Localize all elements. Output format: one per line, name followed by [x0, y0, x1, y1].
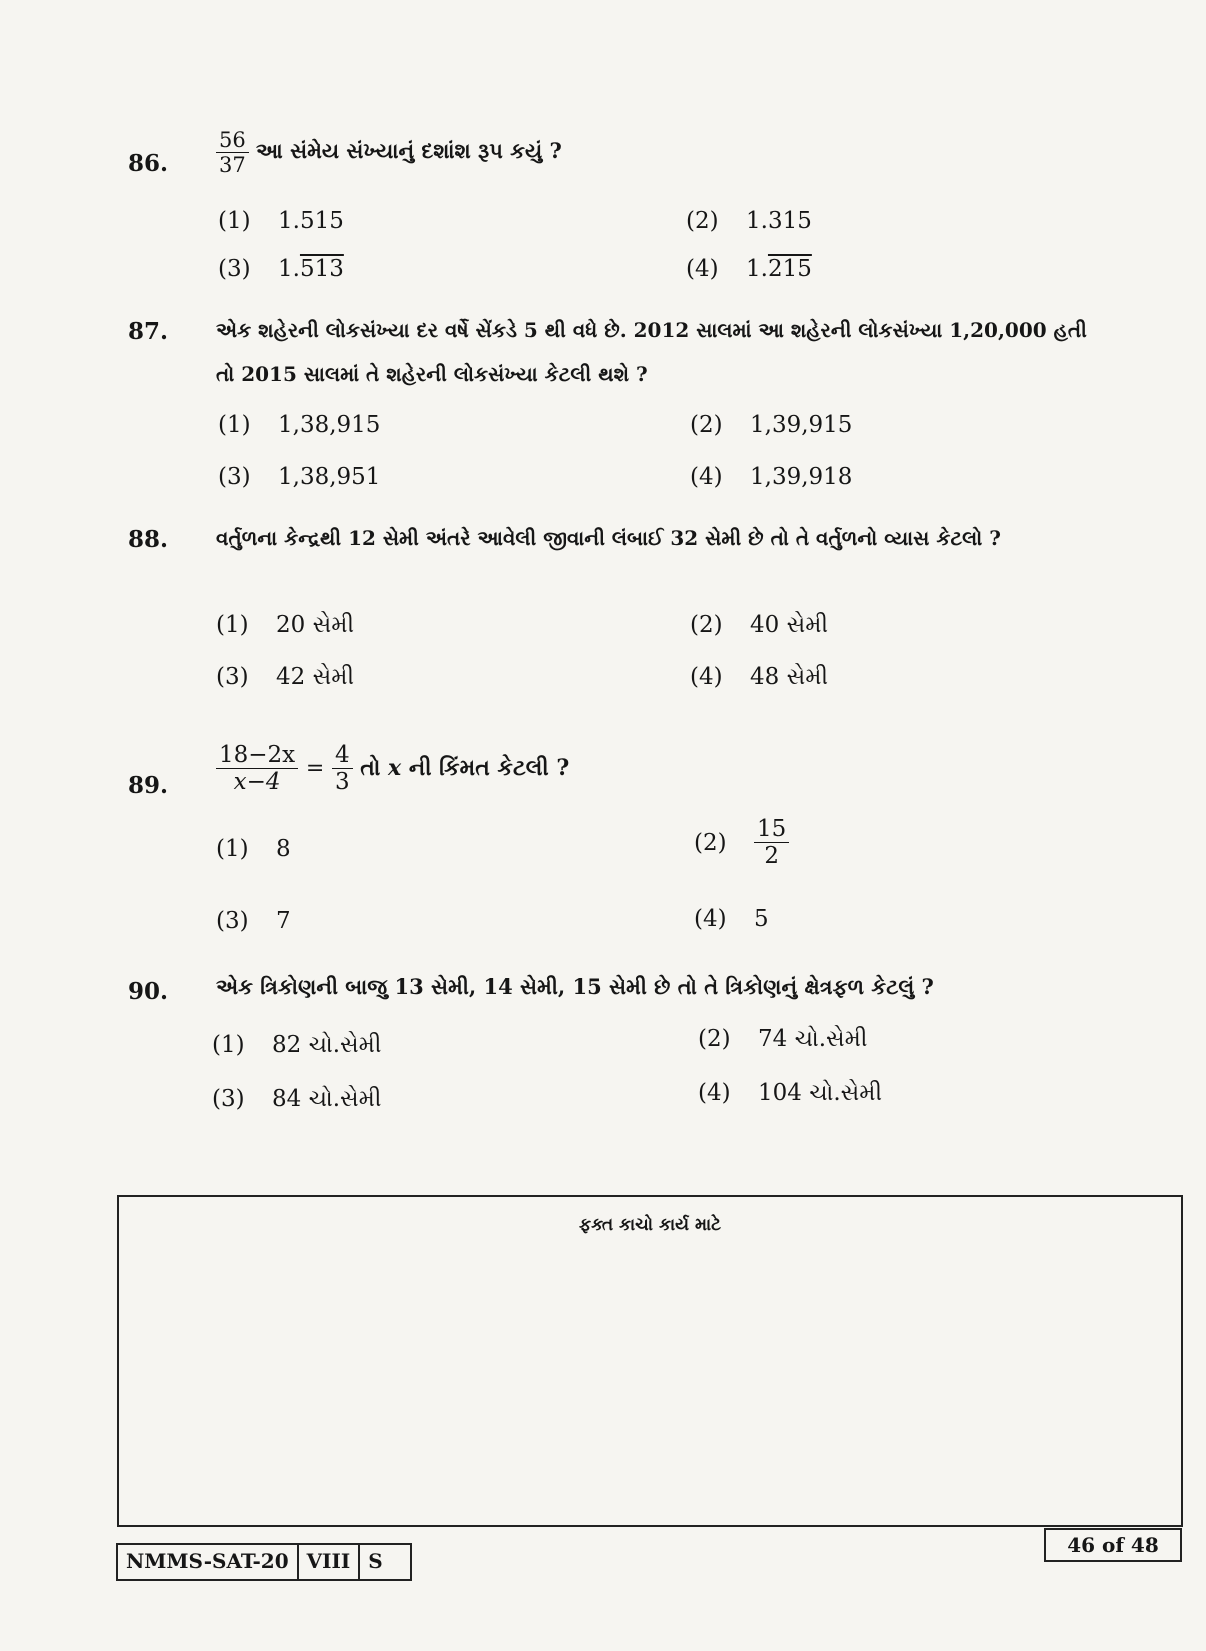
- question-number: 86.: [128, 150, 169, 177]
- option-3[interactable]: (3) 1,38,951: [218, 464, 381, 490]
- question-text-line-2: તો 2015 સાલમાં તે શહેરની લોકસંખ્યા કેટલી થશે ?: [216, 362, 648, 386]
- option-4[interactable]: (4) 48 સેમી: [690, 664, 829, 690]
- option-2[interactable]: (2) 1.315: [686, 208, 812, 234]
- option-4[interactable]: (4) 104 ચો.સેમી: [698, 1080, 883, 1106]
- question-number: 87.: [128, 318, 169, 345]
- question-text: વર્તુળના કેન્દ્રથી 12 સેમી અંતરે આવેલી જીવાની લંબાઈ 32 સેમી છે તો તે વર્તુળનો વ્યાસ કેટલો ?: [216, 526, 1001, 550]
- option-3[interactable]: (3) 42 સેમી: [216, 664, 355, 690]
- option-4[interactable]: (4) 1.215: [686, 256, 812, 282]
- repeating-digits: 513: [299, 256, 344, 282]
- paper-code-box: [116, 1543, 412, 1581]
- option-1[interactable]: (1) 1,38,915: [218, 412, 381, 438]
- option-4[interactable]: (4) 1,39,918: [690, 464, 853, 490]
- question-text: એક ત્રિકોણની બાજુ 13 સેમી, 14 સેમી, 15 સેમી છે તો તે ત્રિકોણનું ક્ષેત્રફળ કેટલું ?: [216, 974, 934, 999]
- question-number: 90.: [128, 978, 169, 1005]
- question-number: 88.: [128, 526, 169, 553]
- option-2[interactable]: (2) 1,39,915: [690, 412, 853, 438]
- paper-code: NMMS-SAT-20: [118, 1545, 299, 1579]
- option-1[interactable]: (1) 82 ચો.સેમી: [212, 1032, 382, 1058]
- option-1[interactable]: (1) 1.515: [218, 208, 344, 234]
- fraction: $\frac{56}{37}$: [216, 128, 249, 177]
- option-4[interactable]: (4) 5: [694, 906, 769, 932]
- option-1[interactable]: (1) 20 સેમી: [216, 612, 355, 638]
- option-3[interactable]: (3) 84 ચો.સેમી: [212, 1086, 382, 1112]
- question-text-line-1: એક શહેરની લોકસંખ્યા દર વર્ષે સેંકડે 5 થી વધે છે. 2012 સાલમાં આ શહેરની લોકસંખ્યા 1,20,000 હતી: [216, 318, 1087, 342]
- question-text: $\frac{18-2x}{x-4}$ = $\frac{4}{3}$ તો x ની કિંમત કેટલી ?: [216, 742, 569, 796]
- rough-work-box: [117, 1195, 1183, 1527]
- question-text: $\frac{56}{37}$ આ સંમેય સંખ્યાનું દશાંશ રૂપ કયું ?: [216, 128, 562, 177]
- option-2[interactable]: (2) 40 સેમી: [690, 612, 829, 638]
- option-3[interactable]: (3) 1.513: [218, 256, 344, 282]
- standard: VIII: [299, 1545, 361, 1579]
- repeating-digits: 215: [767, 256, 812, 282]
- option-2[interactable]: (2) $\frac{15}{2}$: [694, 816, 789, 870]
- rough-work-title: ફક્ત કાચો કાર્ય માટે: [578, 1215, 722, 1235]
- option-1[interactable]: (1) 8: [216, 836, 291, 862]
- set-code: S: [368, 1549, 383, 1573]
- option-3[interactable]: (3) 7: [216, 908, 291, 934]
- option-2[interactable]: (2) 74 ચો.સેમી: [698, 1026, 868, 1052]
- rhs-fraction: $\frac{4}{3}$: [332, 742, 353, 796]
- lhs-fraction: $\frac{18-2x}{x-4}$: [216, 742, 298, 796]
- question-number: 89.: [128, 772, 169, 799]
- page-number: 46 of 48: [1044, 1528, 1182, 1562]
